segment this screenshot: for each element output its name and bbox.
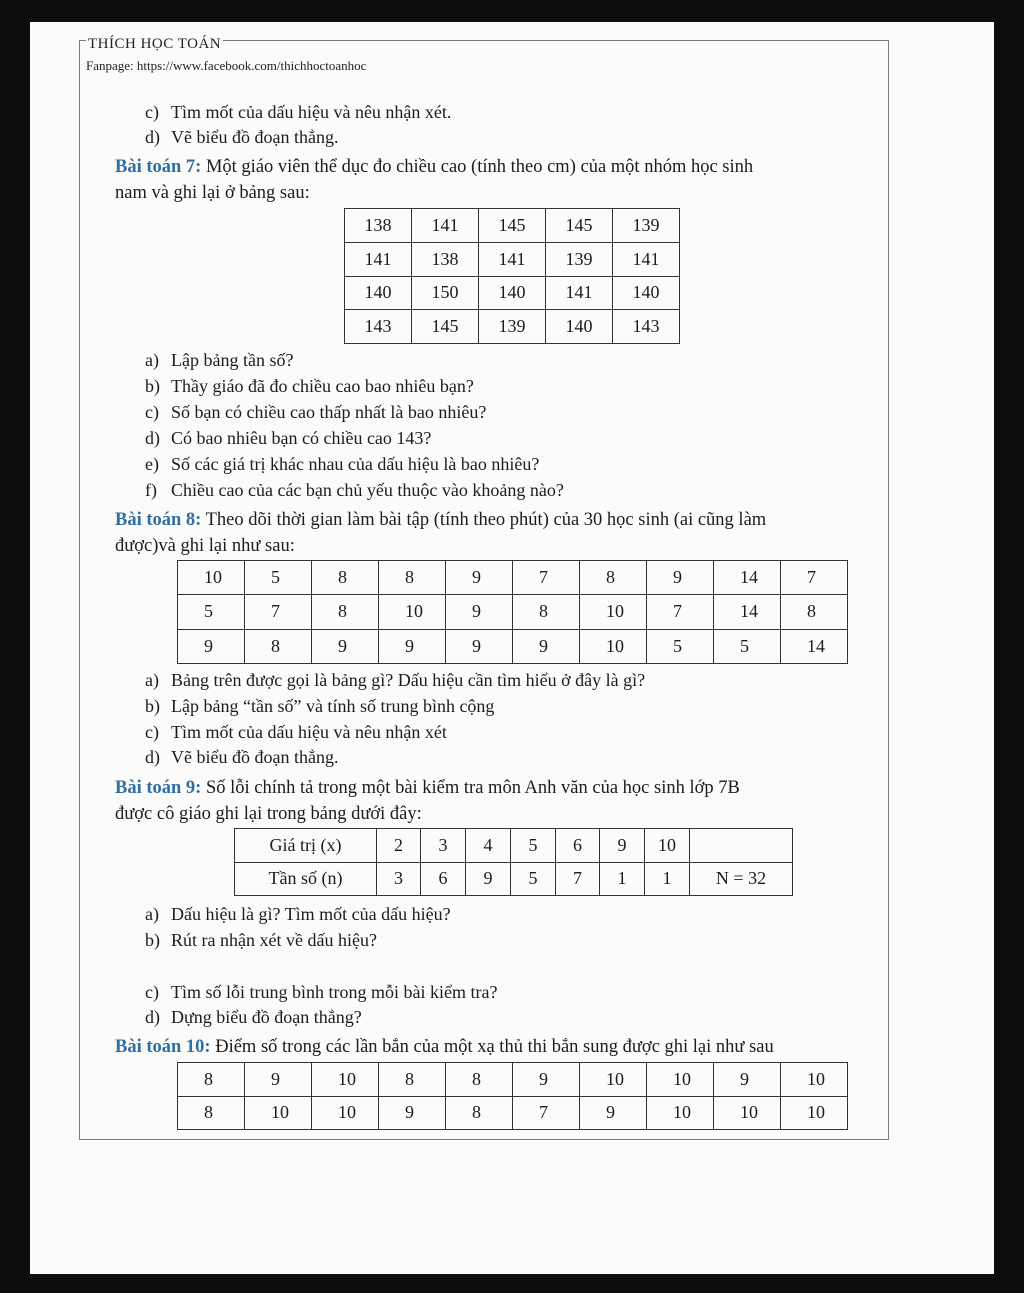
question-item — [145, 669, 645, 691]
question-text: Vẽ biểu đồ đoạn thẳng. — [171, 127, 339, 147]
table-cell: 7 — [513, 561, 580, 595]
table-cell: 9 — [178, 629, 245, 663]
table-row — [345, 276, 680, 310]
table-cell: 8 — [178, 1096, 245, 1130]
problem-8-text — [115, 507, 766, 559]
table-cell: 8 — [312, 561, 379, 595]
table-cell: 10 — [312, 1063, 379, 1097]
table-row — [235, 862, 793, 896]
table-cell: 3 — [377, 862, 421, 896]
table-cell: 150 — [412, 276, 479, 310]
question-item — [145, 453, 539, 475]
table-cell: 10 — [178, 561, 245, 595]
question-text: Rút ra nhận xét về dấu hiệu? — [171, 930, 377, 950]
problem-9-line1: Số lỗi chính tả trong một bài kiểm tra môn Anh văn của học sinh lớp 7B — [201, 778, 740, 798]
table-cell: 7 — [556, 862, 600, 896]
problem-10-title: Bài toán 10: — [115, 1037, 211, 1057]
table-cell: 10 — [781, 1063, 848, 1097]
question-label: a) — [145, 670, 159, 690]
table-cell: 7 — [513, 1096, 580, 1130]
problem-7-title: Bài toán 7: — [115, 157, 202, 177]
question-text: Bảng trên được gọi là bảng gì? Dấu hiệu cần tìm hiểu ở đây là gì? — [171, 670, 646, 690]
problem-8-table — [177, 560, 848, 664]
table-row — [178, 1096, 848, 1130]
table-cell: 141 — [613, 242, 680, 276]
question-text: Thầy giáo đã đo chiều cao bao nhiêu bạn? — [171, 376, 474, 396]
problem-8-line1: Theo dõi thời gian làm bài tập (tính theo phút) của 30 học sinh (ai cũng làm — [201, 510, 767, 530]
question-label: c) — [145, 402, 159, 422]
problem-7-text — [115, 154, 753, 206]
table-row — [235, 829, 793, 863]
question-text: Tìm mốt của dấu hiệu và nêu nhận xét. — [171, 102, 452, 122]
question-item — [145, 929, 377, 951]
table-cell: 10 — [580, 1063, 647, 1097]
question-label: d) — [145, 428, 160, 448]
table-cell: 9 — [580, 1096, 647, 1130]
table-cell: 9 — [714, 1063, 781, 1097]
question-label: c) — [145, 102, 159, 122]
table-row — [345, 242, 680, 276]
problem-8-line2: được)và ghi lại như sau: — [115, 536, 295, 556]
question-item — [145, 479, 564, 501]
table-cell: 141 — [546, 276, 613, 310]
table-cell: 3 — [421, 829, 466, 863]
table-row — [178, 561, 848, 595]
table-cell: 7 — [245, 595, 312, 629]
problem-9-text — [115, 775, 740, 827]
table-cell: 8 — [245, 629, 312, 663]
question-item — [145, 695, 494, 717]
problem-7-line1: Một giáo viên thể dục đo chiều cao (tính theo cm) của một nhóm học sinh — [201, 157, 754, 177]
table-cell: 5 — [714, 629, 781, 663]
question-label: a) — [145, 350, 159, 370]
table-cell: 143 — [345, 310, 412, 344]
table-cell: 141 — [479, 242, 546, 276]
table-cell: 9 — [245, 1063, 312, 1097]
table-cell: 5 — [178, 595, 245, 629]
question-label: b) — [145, 930, 160, 950]
table-cell: 7 — [647, 595, 714, 629]
problem-10-line1: Điểm số trong các lần bắn của một xạ thủ thi bắn sung được ghi lại như sau — [210, 1037, 774, 1057]
question-text: Số bạn có chiều cao thấp nhất là bao nhiêu? — [171, 402, 487, 422]
question-text: Chiều cao của các bạn chủ yếu thuộc vào khoảng nào? — [171, 480, 564, 500]
table-cell: 140 — [613, 276, 680, 310]
question-label: d) — [145, 127, 160, 147]
question-text: Lập bảng tần số? — [171, 350, 294, 370]
question-text: Dựng biểu đồ đoạn thẳng? — [171, 1007, 362, 1027]
table-cell: 14 — [714, 595, 781, 629]
table-cell: 9 — [446, 595, 513, 629]
table-cell: 9 — [446, 561, 513, 595]
table-cell: 143 — [613, 310, 680, 344]
table-cell: 8 — [580, 561, 647, 595]
table-cell: 8 — [379, 561, 446, 595]
question-label: d) — [145, 747, 160, 767]
table-cell: 9 — [647, 561, 714, 595]
problem-7-table — [344, 208, 680, 344]
table-cell: 9 — [379, 629, 446, 663]
problem-9-frequency-table — [234, 828, 793, 896]
question-item — [145, 1006, 362, 1028]
question-label: e) — [145, 454, 159, 474]
table-cell — [690, 829, 793, 863]
table-row — [345, 310, 680, 344]
question-text: Tìm số lỗi trung bình trong mỗi bài kiểm tra? — [171, 982, 498, 1002]
row-header-cell: Tần số (n) — [235, 862, 377, 896]
table-cell: 9 — [379, 1096, 446, 1130]
table-cell: 8 — [178, 1063, 245, 1097]
table-cell: 10 — [781, 1096, 848, 1130]
table-cell: 7 — [781, 561, 848, 595]
question-label: a) — [145, 904, 159, 924]
problem-7-line2: nam và ghi lại ở bảng sau: — [115, 183, 310, 203]
table-cell: 8 — [446, 1063, 513, 1097]
table-cell: 138 — [412, 242, 479, 276]
table-cell: 140 — [546, 310, 613, 344]
table-cell: 5 — [647, 629, 714, 663]
table-row — [178, 629, 848, 663]
table-cell: 1 — [600, 862, 645, 896]
question-label: b) — [145, 376, 160, 396]
table-cell: 8 — [446, 1096, 513, 1130]
table-cell: 10 — [645, 829, 690, 863]
question-item — [145, 349, 293, 371]
table-cell: 140 — [345, 276, 412, 310]
problem-10-text — [115, 1034, 774, 1060]
question-text: Số các giá trị khác nhau của dấu hiệu là bao nhiêu? — [171, 454, 540, 474]
question-label: d) — [145, 1007, 160, 1027]
question-text: Tìm mốt của dấu hiệu và nêu nhận xét — [171, 722, 447, 742]
table-cell: 9 — [312, 629, 379, 663]
question-text: Vẽ biểu đồ đoạn thẳng. — [171, 747, 339, 767]
table-cell: 5 — [511, 862, 556, 896]
table-cell: 10 — [714, 1096, 781, 1130]
question-label: b) — [145, 696, 160, 716]
table-cell: 9 — [446, 629, 513, 663]
question-label: c) — [145, 982, 159, 1002]
table-cell: 9 — [513, 1063, 580, 1097]
table-cell: 8 — [781, 595, 848, 629]
table-cell: 8 — [513, 595, 580, 629]
table-row — [178, 1063, 848, 1097]
table-cell: 139 — [613, 209, 680, 243]
table-cell: 140 — [479, 276, 546, 310]
table-cell: 2 — [377, 829, 421, 863]
table-cell: 8 — [312, 595, 379, 629]
question-text: Lập bảng “tần số” và tính số trung bình cộng — [171, 696, 495, 716]
question-item — [145, 903, 451, 925]
table-cell: 14 — [714, 561, 781, 595]
table-cell: 9 — [466, 862, 511, 896]
table-cell: 10 — [580, 629, 647, 663]
problem-9-title: Bài toán 9: — [115, 778, 202, 798]
table-cell: 10 — [647, 1096, 714, 1130]
question-item — [145, 981, 497, 1003]
table-cell: 4 — [466, 829, 511, 863]
table-cell: 10 — [647, 1063, 714, 1097]
problem-8-title: Bài toán 8: — [115, 510, 202, 530]
table-cell: 1 — [645, 862, 690, 896]
table-cell: 145 — [412, 310, 479, 344]
question-text: Có bao nhiêu bạn có chiều cao 143? — [171, 428, 432, 448]
table-cell: 6 — [421, 862, 466, 896]
table-cell: 6 — [556, 829, 600, 863]
question-item — [145, 126, 338, 148]
table-cell: 10 — [245, 1096, 312, 1130]
row-header-cell: Giá trị (x) — [235, 829, 377, 863]
table-cell: N = 32 — [690, 862, 793, 896]
problem-10-table — [177, 1062, 848, 1130]
table-cell: 5 — [511, 829, 556, 863]
table-cell: 10 — [580, 595, 647, 629]
question-item — [145, 746, 338, 768]
table-cell: 8 — [379, 1063, 446, 1097]
question-label: f) — [145, 480, 157, 500]
table-cell: 9 — [513, 629, 580, 663]
table-row — [178, 595, 848, 629]
table-cell: 9 — [600, 829, 645, 863]
table-cell: 10 — [379, 595, 446, 629]
table-cell: 138 — [345, 209, 412, 243]
question-item — [145, 721, 447, 743]
question-item — [145, 375, 474, 397]
question-item — [145, 427, 431, 449]
table-cell: 14 — [781, 629, 848, 663]
table-cell: 10 — [312, 1096, 379, 1130]
question-item — [145, 101, 451, 123]
header-title: THÍCH HỌC TOÁN — [88, 36, 222, 52]
question-text: Dấu hiệu là gì? Tìm mốt của dấu hiệu? — [171, 904, 451, 924]
table-cell: 5 — [245, 561, 312, 595]
fanpage-link: Fanpage: https://www.facebook.com/thichhoctoanhoc — [86, 58, 367, 73]
question-label: c) — [145, 722, 159, 742]
table-row — [345, 209, 680, 243]
table-cell: 145 — [479, 209, 546, 243]
problem-9-line2: được cô giáo ghi lại trong bảng dưới đây: — [115, 804, 422, 824]
table-cell: 139 — [479, 310, 546, 344]
table-cell: 145 — [546, 209, 613, 243]
table-cell: 141 — [412, 209, 479, 243]
table-cell: 141 — [345, 242, 412, 276]
question-item — [145, 401, 486, 423]
table-cell: 139 — [546, 242, 613, 276]
